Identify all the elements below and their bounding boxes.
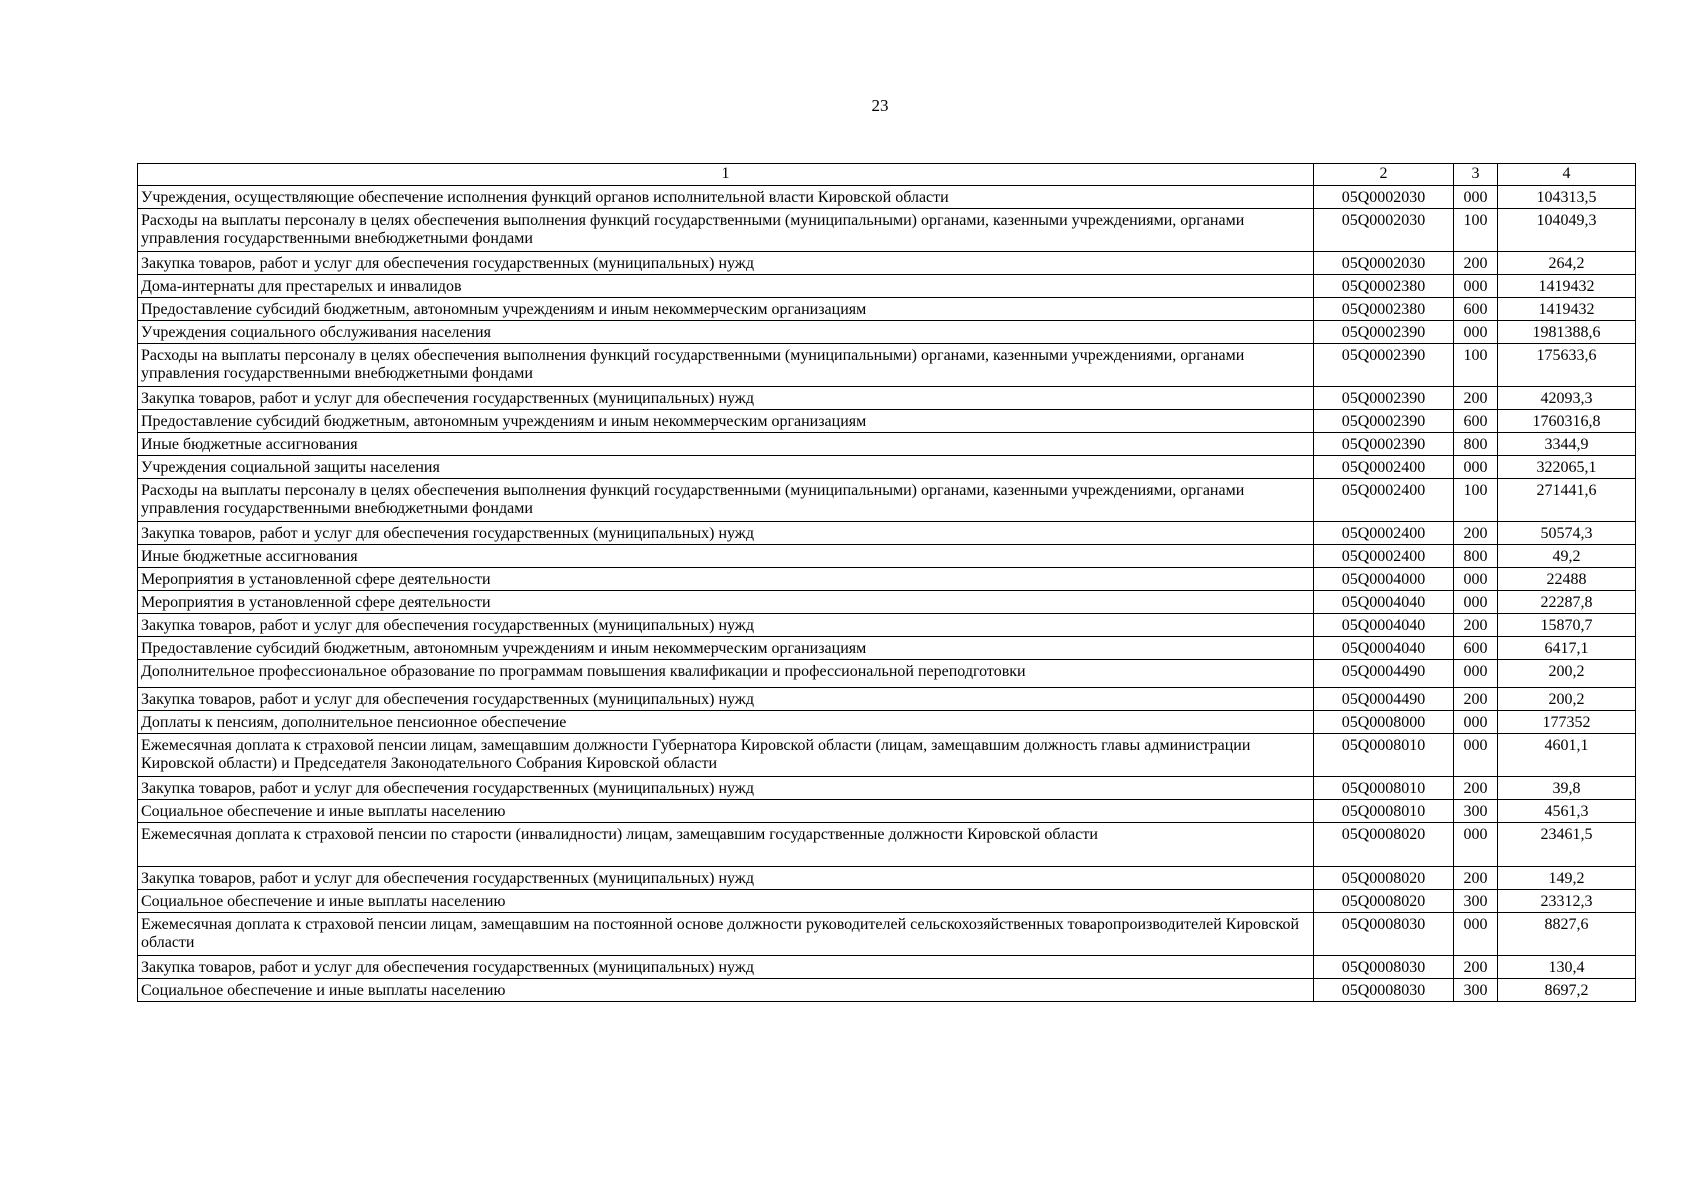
cell-amount: 177352 <box>1498 711 1636 734</box>
cell-amount: 322065,1 <box>1498 456 1636 479</box>
table-row <box>138 711 1636 734</box>
cell-expense-type: 000 <box>1454 591 1498 614</box>
table-row <box>138 479 1636 522</box>
cell-expense-type: 200 <box>1454 387 1498 410</box>
cell-expense-type: 200 <box>1454 688 1498 711</box>
cell-code: 05Q0008020 <box>1314 867 1454 890</box>
cell-name: Закупка товаров, работ и услуг для обеспечения государственных (муниципальных) нужд <box>138 252 1314 275</box>
table-row <box>138 823 1636 867</box>
cell-code: 05Q0002390 <box>1314 344 1454 387</box>
table-row <box>138 867 1636 890</box>
cell-name: Ежемесячная доплата к страховой пенсии по старости (инвалидности) лицам, замещавшим государственные должности Кировской области <box>138 823 1314 867</box>
cell-code: 05Q0004000 <box>1314 568 1454 591</box>
table-row <box>138 252 1636 275</box>
cell-name: Расходы на выплаты персоналу в целях обеспечения выполнения функций государственными (муниципальными) органами, казенными учреждениями, органами управления государственными внебюджетными фондами <box>138 479 1314 522</box>
cell-expense-type: 300 <box>1454 800 1498 823</box>
cell-name: Ежемесячная доплата к страховой пенсии лицам, замещавшим должности Губернатора Кировской области (лицам, замещавшим должность главы администрации Кировской области) и Председателя Законодательного Собрания Кировской области <box>138 734 1314 777</box>
cell-expense-type: 800 <box>1454 545 1498 568</box>
budget-table <box>137 163 1636 1002</box>
cell-expense-type: 200 <box>1454 777 1498 800</box>
cell-code: 05Q0004040 <box>1314 614 1454 637</box>
cell-name: Закупка товаров, работ и услуг для обеспечения государственных (муниципальных) нужд <box>138 688 1314 711</box>
table-row <box>138 522 1636 545</box>
cell-expense-type: 000 <box>1454 660 1498 688</box>
cell-expense-type: 300 <box>1454 890 1498 913</box>
cell-code: 05Q0002030 <box>1314 209 1454 252</box>
cell-name: Предоставление субсидий бюджетным, автономным учреждениям и иным некоммерческим организациям <box>138 637 1314 660</box>
cell-amount: 42093,3 <box>1498 387 1636 410</box>
cell-code: 05Q0008010 <box>1314 734 1454 777</box>
cell-amount: 22488 <box>1498 568 1636 591</box>
cell-code: 05Q0004490 <box>1314 660 1454 688</box>
table-row <box>138 456 1636 479</box>
table-row <box>138 777 1636 800</box>
cell-amount: 1419432 <box>1498 298 1636 321</box>
cell-name: Иные бюджетные ассигнования <box>138 545 1314 568</box>
table-row <box>138 614 1636 637</box>
table-row <box>138 387 1636 410</box>
table-row <box>138 186 1636 209</box>
cell-expense-type: 100 <box>1454 479 1498 522</box>
header-col-4: 4 <box>1498 164 1636 186</box>
cell-amount: 39,8 <box>1498 777 1636 800</box>
table-row <box>138 545 1636 568</box>
cell-expense-type: 000 <box>1454 823 1498 867</box>
cell-name: Социальное обеспечение и иные выплаты населению <box>138 979 1314 1002</box>
cell-expense-type: 000 <box>1454 275 1498 298</box>
cell-code: 05Q0002390 <box>1314 410 1454 433</box>
cell-expense-type: 800 <box>1454 433 1498 456</box>
cell-code: 05Q0002030 <box>1314 252 1454 275</box>
cell-name: Предоставление субсидий бюджетным, автономным учреждениям и иным некоммерческим организациям <box>138 410 1314 433</box>
cell-amount: 8827,6 <box>1498 913 1636 956</box>
cell-code: 05Q0004040 <box>1314 637 1454 660</box>
cell-name: Ежемесячная доплата к страховой пенсии лицам, замещавшим на постоянной основе должности руководителей сельскохозяйственных товаропроизводителей Кировской области <box>138 913 1314 956</box>
cell-name: Дома-интернаты для престарелых и инвалидов <box>138 275 1314 298</box>
cell-code: 05Q0002400 <box>1314 522 1454 545</box>
cell-code: 05Q0002400 <box>1314 545 1454 568</box>
cell-code: 05Q0004040 <box>1314 591 1454 614</box>
cell-amount: 1419432 <box>1498 275 1636 298</box>
table-row <box>138 591 1636 614</box>
cell-expense-type: 000 <box>1454 913 1498 956</box>
header-col-3: 3 <box>1454 164 1498 186</box>
cell-expense-type: 000 <box>1454 711 1498 734</box>
cell-amount: 49,2 <box>1498 545 1636 568</box>
table-row <box>138 298 1636 321</box>
cell-amount: 6417,1 <box>1498 637 1636 660</box>
cell-name: Закупка товаров, работ и услуг для обеспечения государственных (муниципальных) нужд <box>138 387 1314 410</box>
cell-amount: 271441,6 <box>1498 479 1636 522</box>
table-row <box>138 734 1636 777</box>
table-row <box>138 800 1636 823</box>
cell-name: Закупка товаров, работ и услуг для обеспечения государственных (муниципальных) нужд <box>138 522 1314 545</box>
cell-amount: 200,2 <box>1498 660 1636 688</box>
cell-code: 05Q0002390 <box>1314 433 1454 456</box>
table-row <box>138 979 1636 1002</box>
cell-name: Учреждения социальной защиты населения <box>138 456 1314 479</box>
cell-name: Закупка товаров, работ и услуг для обеспечения государственных (муниципальных) нужд <box>138 956 1314 979</box>
cell-name: Мероприятия в установленной сфере деятельности <box>138 591 1314 614</box>
cell-name: Дополнительное профессиональное образование по программам повышения квалификации и профессиональной переподготовки <box>138 660 1314 688</box>
table-row <box>138 344 1636 387</box>
table-header-row <box>138 164 1636 186</box>
cell-name: Мероприятия в установленной сфере деятельности <box>138 568 1314 591</box>
table-body <box>138 164 1636 1002</box>
cell-code: 05Q0002380 <box>1314 275 1454 298</box>
cell-name: Закупка товаров, работ и услуг для обеспечения государственных (муниципальных) нужд <box>138 614 1314 637</box>
cell-expense-type: 200 <box>1454 522 1498 545</box>
cell-amount: 3344,9 <box>1498 433 1636 456</box>
header-col-2: 2 <box>1314 164 1454 186</box>
cell-code: 05Q0008000 <box>1314 711 1454 734</box>
cell-amount: 149,2 <box>1498 867 1636 890</box>
table-row <box>138 688 1636 711</box>
cell-code: 05Q0008030 <box>1314 956 1454 979</box>
table-row <box>138 209 1636 252</box>
cell-expense-type: 200 <box>1454 867 1498 890</box>
cell-amount: 104049,3 <box>1498 209 1636 252</box>
cell-amount: 23312,3 <box>1498 890 1636 913</box>
cell-name: Расходы на выплаты персоналу в целях обеспечения выполнения функций государственными (муниципальными) органами, казенными учреждениями, органами управления государственными внебюджетными фондами <box>138 209 1314 252</box>
table-row <box>138 890 1636 913</box>
cell-amount: 264,2 <box>1498 252 1636 275</box>
cell-code: 05Q0002390 <box>1314 321 1454 344</box>
cell-amount: 104313,5 <box>1498 186 1636 209</box>
cell-amount: 50574,3 <box>1498 522 1636 545</box>
cell-code: 05Q0002400 <box>1314 479 1454 522</box>
cell-amount: 1760316,8 <box>1498 410 1636 433</box>
cell-code: 05Q0002380 <box>1314 298 1454 321</box>
header-col-1: 1 <box>138 164 1314 186</box>
table-row <box>138 321 1636 344</box>
cell-expense-type: 000 <box>1454 186 1498 209</box>
cell-code: 05Q0004490 <box>1314 688 1454 711</box>
table-row <box>138 660 1636 688</box>
table-row <box>138 913 1636 956</box>
cell-amount: 23461,5 <box>1498 823 1636 867</box>
table-row <box>138 637 1636 660</box>
page-number: 23 <box>871 96 889 115</box>
cell-amount: 175633,6 <box>1498 344 1636 387</box>
cell-amount: 130,4 <box>1498 956 1636 979</box>
cell-code: 05Q0008010 <box>1314 777 1454 800</box>
cell-expense-type: 300 <box>1454 979 1498 1002</box>
cell-expense-type: 600 <box>1454 637 1498 660</box>
cell-expense-type: 600 <box>1454 410 1498 433</box>
cell-code: 05Q0008020 <box>1314 823 1454 867</box>
cell-name: Предоставление субсидий бюджетным, автономным учреждениям и иным некоммерческим организациям <box>138 298 1314 321</box>
cell-code: 05Q0002390 <box>1314 387 1454 410</box>
cell-code: 05Q0008030 <box>1314 979 1454 1002</box>
cell-amount: 200,2 <box>1498 688 1636 711</box>
cell-name: Закупка товаров, работ и услуг для обеспечения государственных (муниципальных) нужд <box>138 867 1314 890</box>
cell-expense-type: 200 <box>1454 252 1498 275</box>
cell-expense-type: 000 <box>1454 456 1498 479</box>
table-row <box>138 410 1636 433</box>
cell-code: 05Q0008010 <box>1314 800 1454 823</box>
table-row <box>138 568 1636 591</box>
cell-name: Доплаты к пенсиям, дополнительное пенсионное обеспечение <box>138 711 1314 734</box>
cell-expense-type: 100 <box>1454 344 1498 387</box>
cell-name: Закупка товаров, работ и услуг для обеспечения государственных (муниципальных) нужд <box>138 777 1314 800</box>
cell-name: Социальное обеспечение и иные выплаты населению <box>138 890 1314 913</box>
table-row <box>138 433 1636 456</box>
cell-name: Учреждения, осуществляющие обеспечение исполнения функций органов исполнительной власти Кировской области <box>138 186 1314 209</box>
cell-code: 05Q0008030 <box>1314 913 1454 956</box>
cell-name: Социальное обеспечение и иные выплаты населению <box>138 800 1314 823</box>
cell-name: Расходы на выплаты персоналу в целях обеспечения выполнения функций государственными (муниципальными) органами, казенными учреждениями, органами управления государственными внебюджетными фондами <box>138 344 1314 387</box>
cell-amount: 22287,8 <box>1498 591 1636 614</box>
cell-name: Учреждения социального обслуживания населения <box>138 321 1314 344</box>
cell-amount: 1981388,6 <box>1498 321 1636 344</box>
cell-expense-type: 000 <box>1454 321 1498 344</box>
cell-code: 05Q0002400 <box>1314 456 1454 479</box>
cell-amount: 4561,3 <box>1498 800 1636 823</box>
cell-code: 05Q0002030 <box>1314 186 1454 209</box>
cell-expense-type: 100 <box>1454 209 1498 252</box>
cell-amount: 15870,7 <box>1498 614 1636 637</box>
table-row <box>138 275 1636 298</box>
cell-amount: 4601,1 <box>1498 734 1636 777</box>
cell-expense-type: 200 <box>1454 956 1498 979</box>
cell-name: Иные бюджетные ассигнования <box>138 433 1314 456</box>
cell-expense-type: 200 <box>1454 614 1498 637</box>
cell-amount: 8697,2 <box>1498 979 1636 1002</box>
cell-expense-type: 000 <box>1454 734 1498 777</box>
cell-expense-type: 600 <box>1454 298 1498 321</box>
cell-code: 05Q0008020 <box>1314 890 1454 913</box>
table-row <box>138 956 1636 979</box>
cell-expense-type: 000 <box>1454 568 1498 591</box>
